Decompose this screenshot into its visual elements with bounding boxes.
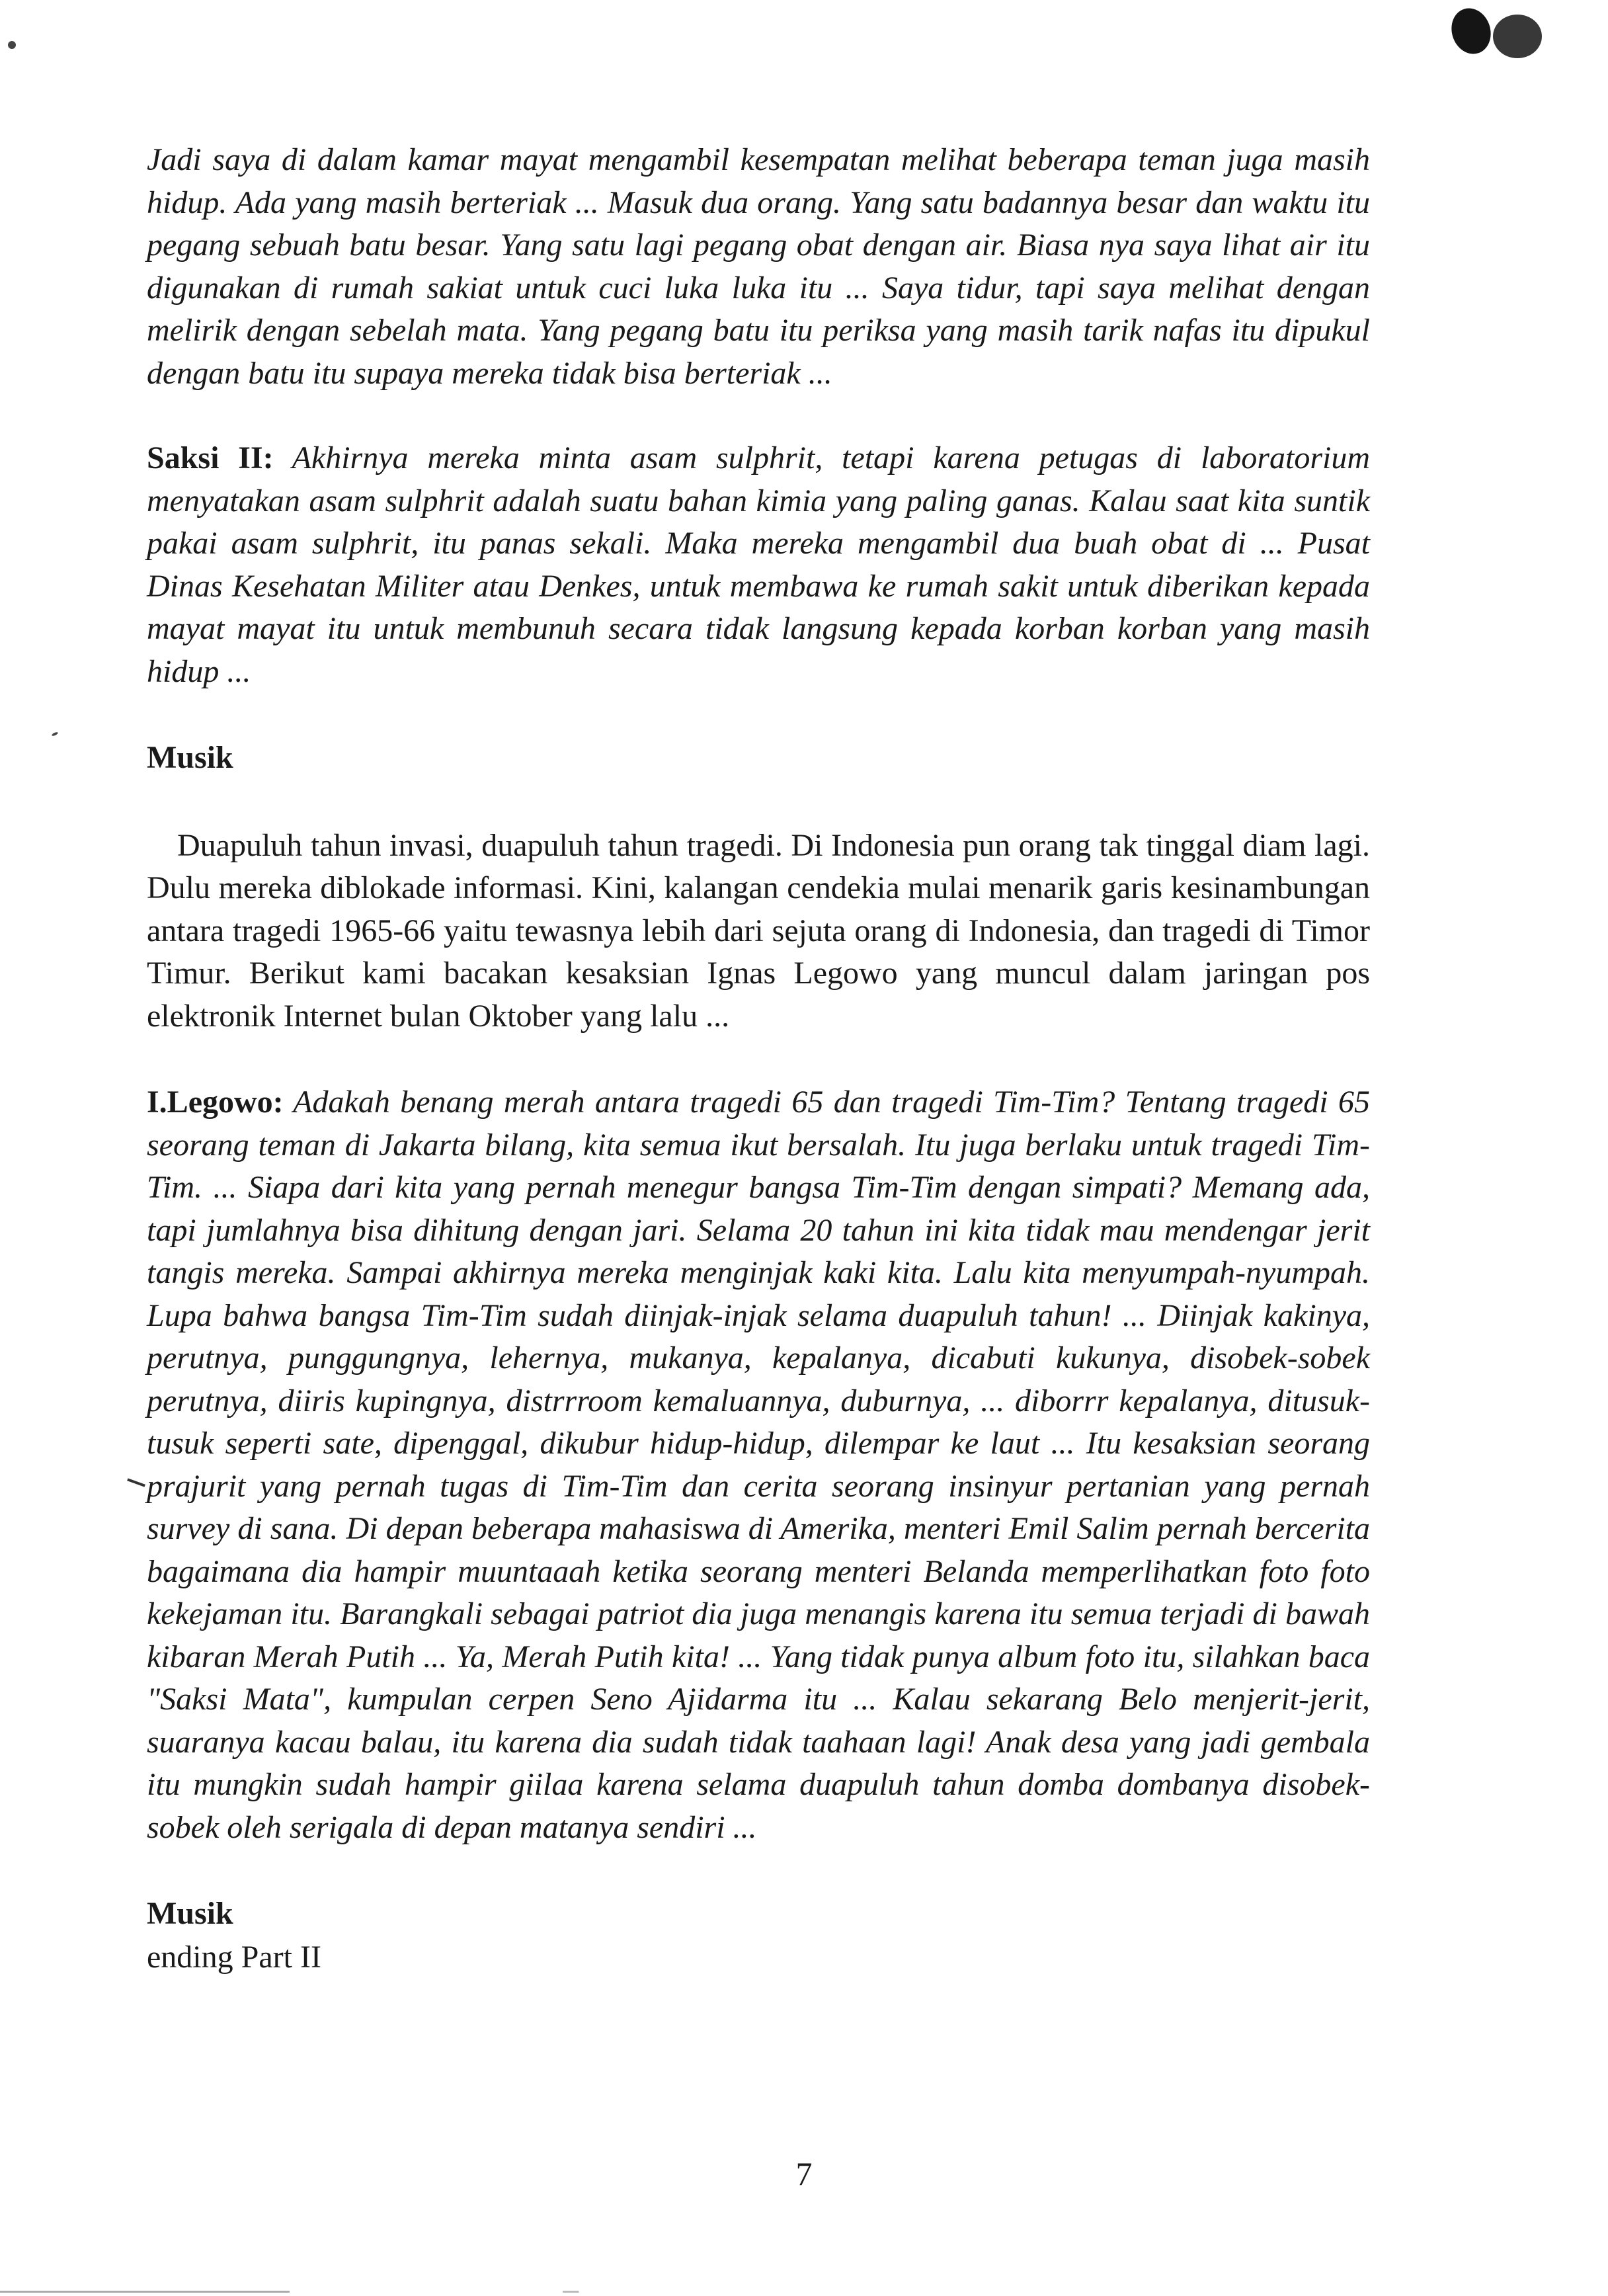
speaker-label: I.Legowo:	[147, 1085, 284, 1120]
testimony-paragraph: Jadi saya di dalam kamar mayat mengambil kesempatan melihat beberapa teman juga masih hidup. Ada yang masih berteriak ... Masuk dua orang. Yang satu badannya besar dan waktu itu pegang sebuah batu besar. Yang satu lagi pegang obat dengan air. Biasa nya saya lihat air itu digunakan di rumah sakiat untuk cuci luka luka itu ... Saya tidur, tapi saya melihat dengan melirik dengan sebelah mata. Yang pegang batu itu periksa yang masih tarik nafas itu dipukul dengan batu itu supaya mereka tidak bisa berteriak ...	[147, 142, 1370, 391]
margin-mark	[127, 1478, 145, 1487]
music-cue-heading: Musik	[147, 740, 233, 775]
narration-paragraph: Duapuluh tahun invasi, duapuluh tahun tragedi. Di Indonesia pun orang tak tinggal diam lagi. Dulu mereka diblokade informasi. Kini, kalangan cendekia mulai menarik garis kesinambungan antara tragedi 1965-66 yaitu tewasnya lebih dari sejuta orang di Indonesia, dan tragedi di Timor Timur. Berikut kami bacakan kesaksian Ignas Legowo yang muncul dalam jaringan pos elektronik Internet bulan Oktober yang lalu ...	[147, 827, 1370, 1034]
page-number: 7	[795, 2155, 813, 2192]
scan-speck	[52, 731, 59, 737]
scan-edge	[0, 2291, 1608, 2293]
speaker-label: Saksi II:	[147, 440, 274, 475]
ink-blot	[1446, 3, 1497, 59]
legowo-text: Adakah benang merah antara tragedi 65 dan tragedi Tim-Tim? Tentang tragedi 65 seorang teman di Jakarta bilang, kita semua ikut bersalah. Itu juga berlaku untuk tragedi Tim-Tim. ... Siapa dari kita yang pernah menegur bangsa Tim-Tim dengan simpati? Memang ada, tapi jumlahnya bisa dihitung dengan jari. Selama 20 tahun ini kita tidak mau mendengar jerit tangis mereka. Sampai akhirnya mereka menginjak kaki kita. Lalu kita menyumpah-nyumpah. Lupa bahwa bangsa Tim-Tim sudah diinjak-injak selama duapuluh tahun! ... Diinjak kakinya, perutnya, punggungnya, lehernya, mukanya, kepalanya, dicabuti kukunya, disobek-sobek perutnya, diiris kupingnya, distrrroom kemaluannya, duburnya, ... diborrr kepalanya, ditusuk-tusuk seperti sate, dipenggal, dikubur hidup-hidup, dilempar ke laut ... Itu kesaksian seorang prajurit yang pernah tugas di Tim-Tim dan cerita seorang insinyur pertanian yang pernah survey di sana. Di depan beberapa mahasiswa di Amerika, menteri Emil Salim pernah bercerita bagaimana dia hampir muuntaaah ketika seorang menteri Belanda memperlihatkan foto foto kekejaman itu. Barangkali sebagai patriot dia juga menangis karena itu semua terjadi di bawah kibaran Merah Putih ... Ya, Merah Putih kita! ... Yang tidak punya album foto itu, silahkan baca "Saksi Mata", kumpulan cerpen Seno Ajidarma itu ... Kalau sekarang Belo menjerit-jerit, suaranya kacau balau, itu karena dia sudah tidak taahaan lagi! Anak desa yang jadi gembala itu mungkin sudah hampir giilaa karena selama duapuluh tahun domba dombanya disobek-sobek oleh serigala di depan matanya sendiri ...	[147, 1085, 1370, 1845]
ink-blot	[1493, 15, 1542, 58]
saksi-ii-text: Akhirnya mereka minta asam sulphrit, tetapi karena petugas di laboratorium menyatakan asam sulphrit adalah suatu bahan kimia yang paling ganas. Kalau saat kita suntik pakai asam sulphrit, itu panas sekali. Maka mereka mengambil dua buah obat di ... Pusat Dinas Kesehatan Militer atau Denkes, untuk membawa ke rumah sakit untuk diberikan kepada mayat mayat itu untuk membunuh secara tidak langsung kepada korban korban yang masih hidup ...	[147, 440, 1371, 689]
scan-speck	[8, 41, 16, 49]
legowo-paragraph	[147, 1081, 1370, 1849]
saksi-ii-paragraph	[147, 437, 1370, 693]
music-cue-heading: Musik	[147, 1896, 233, 1931]
text-column	[147, 139, 1370, 1979]
ending-note: ending Part II	[147, 1939, 321, 1975]
